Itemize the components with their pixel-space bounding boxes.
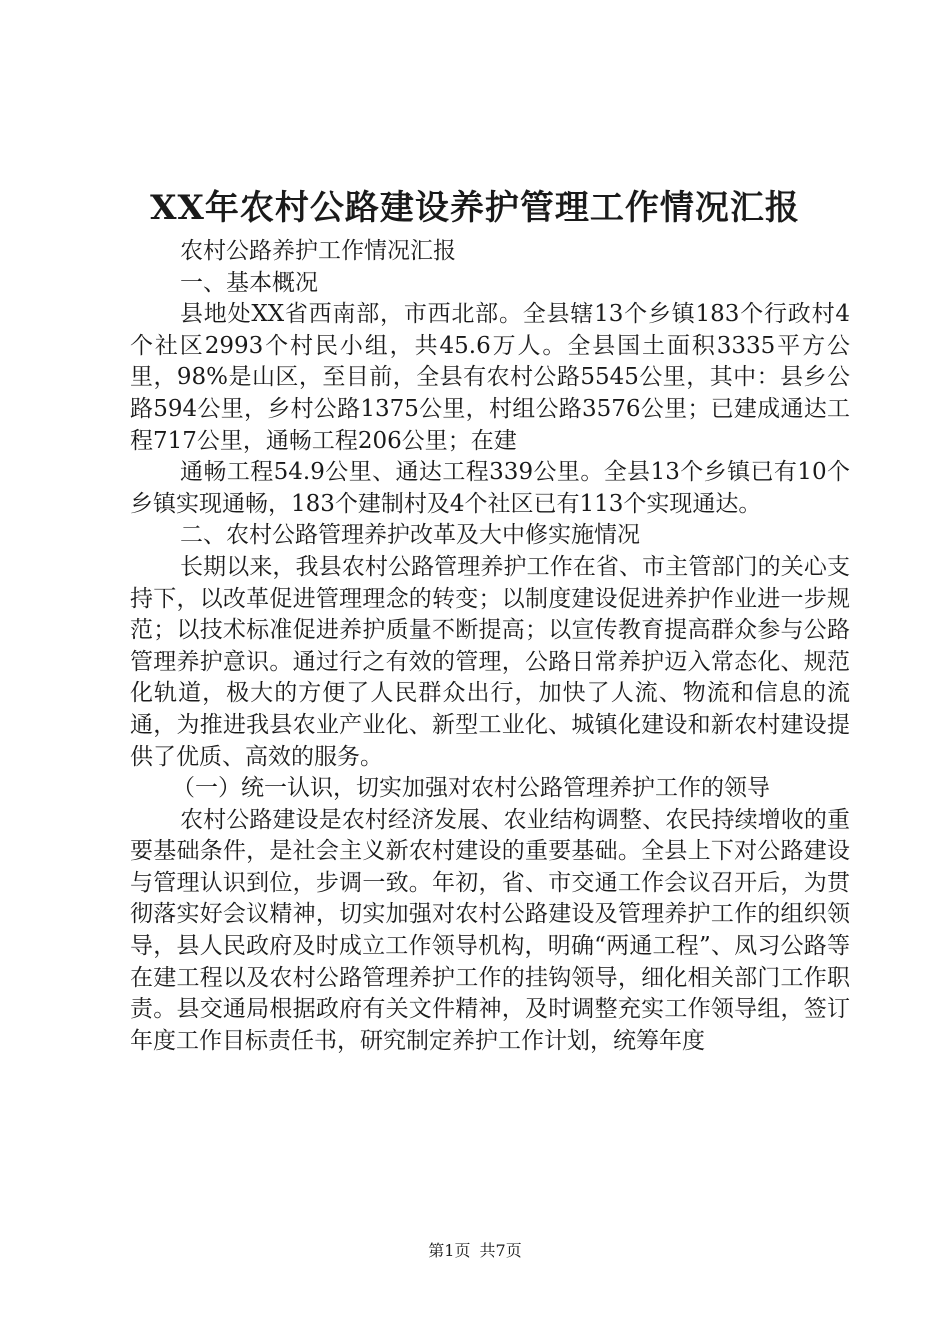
paragraph-overview-continued: 通畅工程54.9公里、通达工程339公里。全县13个乡镇已有10个乡镇实现通畅，183个建制村及4个社区已有113个实现通达。 [130, 459, 850, 517]
paragraph-report-subtitle: 农村公路养护工作情况汇报 [180, 238, 456, 264]
page-total: 共7页 [479, 1241, 522, 1260]
section-heading-reform: 二、农村公路管理养护改革及大中修实施情况 [180, 522, 640, 549]
section-heading-overview: 一、基本概况 [180, 269, 318, 296]
page-footer [0, 1239, 950, 1263]
paragraph-reform: 长期以来，我县农村公路管理养护工作在省、市主管部门的关心支持下，以改革促进管理理念的转变；以制度建设促进养护作业进一步规范；以技术标准促进养护质量不断提高；以宣传教育提高群众参与公路管理养护意识。通过行之有效的管理，公路日常养护迈入常态化、规范化轨道，极大的方便了人民群众出行，加快了人流、物流和信息的流通，为推进我县农业产业化、新型工业化、城镇化建设和新农村建设提供了优质、高效的服务。 [130, 553, 850, 770]
document-title: XX年农村公路建设养护管理工作情况汇报 [150, 188, 800, 228]
paragraph-leadership: 农村公路建设是农村经济发展、农业结构调整、农民持续增收的重要基础条件，是社会主义新农村建设的重要基础。全县上下对公路建设与管理认识到位，步调一致。年初，省、市交通工作会议召开后，为贯彻落实好会议精神，切实加强对农村公路建设及管理养护工作的组织领导，县人民政府及时成立工作领导机构，明确“两通工程”、凤习公路等在建工程以及农村公路管理养护工作的挂钩领导，细化相关部门工作职责。县交通局根据政府有关文件精神，及时调整充实工作领导组，签订年度工作目标责任书，研究制定养护工作计划，统筹年度 [130, 806, 850, 1054]
paragraph-overview: 县地处XX省西南部，市西北部。全县辖13个乡镇183个行政村4个社区2993个村民小组，共45.6万人。全县国土面积3335平方公里，98%是山区，至目前，全县有农村公路5545公里，其中：县乡公路594公里，乡村公路1375公里，村组公路3576公里；已建成通达工程717公里，通畅工程206公里；在建 [130, 301, 850, 454]
page-number: 第1页 [428, 1241, 471, 1260]
document-body [130, 236, 850, 1057]
subsection-heading-leadership: （一）统一认识，切实加强对农村公路管理养护工作的领导 [172, 775, 770, 802]
